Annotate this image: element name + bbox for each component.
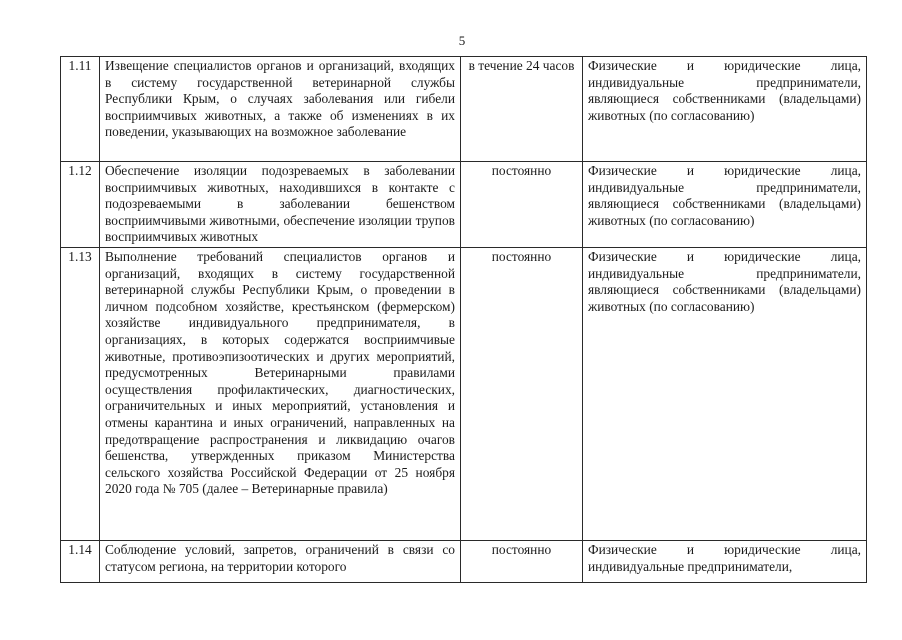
table-row	[61, 248, 867, 541]
table-row	[61, 162, 867, 248]
term-text: постоянно	[461, 162, 583, 248]
measures-table	[60, 56, 867, 583]
row-number: 1.13	[61, 248, 100, 541]
measure-text: Извещение специалистов органов и организаций, входящих в систему государственной ветеринарной службы Республики Крым, о случаях заболевания или гибели восприимчивых животных, а также об изменениях в их поведении, указывающих на возможное заболевание	[100, 57, 461, 162]
page-number: 5	[458, 33, 466, 48]
term-text: постоянно	[461, 248, 583, 541]
row-number: 1.14	[61, 541, 100, 583]
table-row	[61, 57, 867, 162]
responsible-text: Физические и юридические лица, индивидуальные предприниматели, являющиеся собственниками (владельцами) животных (по согласованию)	[583, 248, 867, 541]
term-text: в течение 24 часов	[461, 57, 583, 162]
responsible-text: Физические и юридические лица, индивидуальные предприниматели,	[583, 541, 867, 583]
row-number: 1.11	[61, 57, 100, 162]
measure-text: Обеспечение изоляции подозреваемых в заболевании восприимчивых животных, находившихся в контакте с подозреваемыми в заболевании бешенством восприимчивыми животными, обеспечение изоляции трупов восприимчивых животных	[100, 162, 461, 248]
measure-text: Выполнение требований специалистов органов и организаций, входящих в систему государственной ветеринарной службы Республики Крым, о проведении в личном подсобном хозяйстве, крестьянском (фермерском) хозяйстве индивидуального предпринимателя, в организациях, в которых содержатся восприимчивые животные, противоэпизоотических и других мероприятий, предусмотренных Ветеринарными правилами осуществления профилактических, диагностических, ограничительных и иных мероприятий, установления и отмены карантина и иных ограничений, направленных на предотвращение распространения и ликвидацию очагов бешенства, утвержденных приказом Министерства сельского хозяйства Российской Федерации от 25 ноября 2020 года № 705 (далее – Ветеринарные правила)	[100, 248, 461, 541]
row-number: 1.12	[61, 162, 100, 248]
term-text: постоянно	[461, 541, 583, 583]
measure-text: Соблюдение условий, запретов, ограничений в связи со статусом региона, на территории которого	[100, 541, 461, 583]
responsible-text: Физические и юридические лица, индивидуальные предприниматели, являющиеся собственниками (владельцами) животных (по согласованию)	[583, 57, 867, 162]
responsible-text: Физические и юридические лица, индивидуальные предприниматели, являющиеся собственниками (владельцами) животных (по согласованию)	[583, 162, 867, 248]
table-row	[61, 541, 867, 583]
